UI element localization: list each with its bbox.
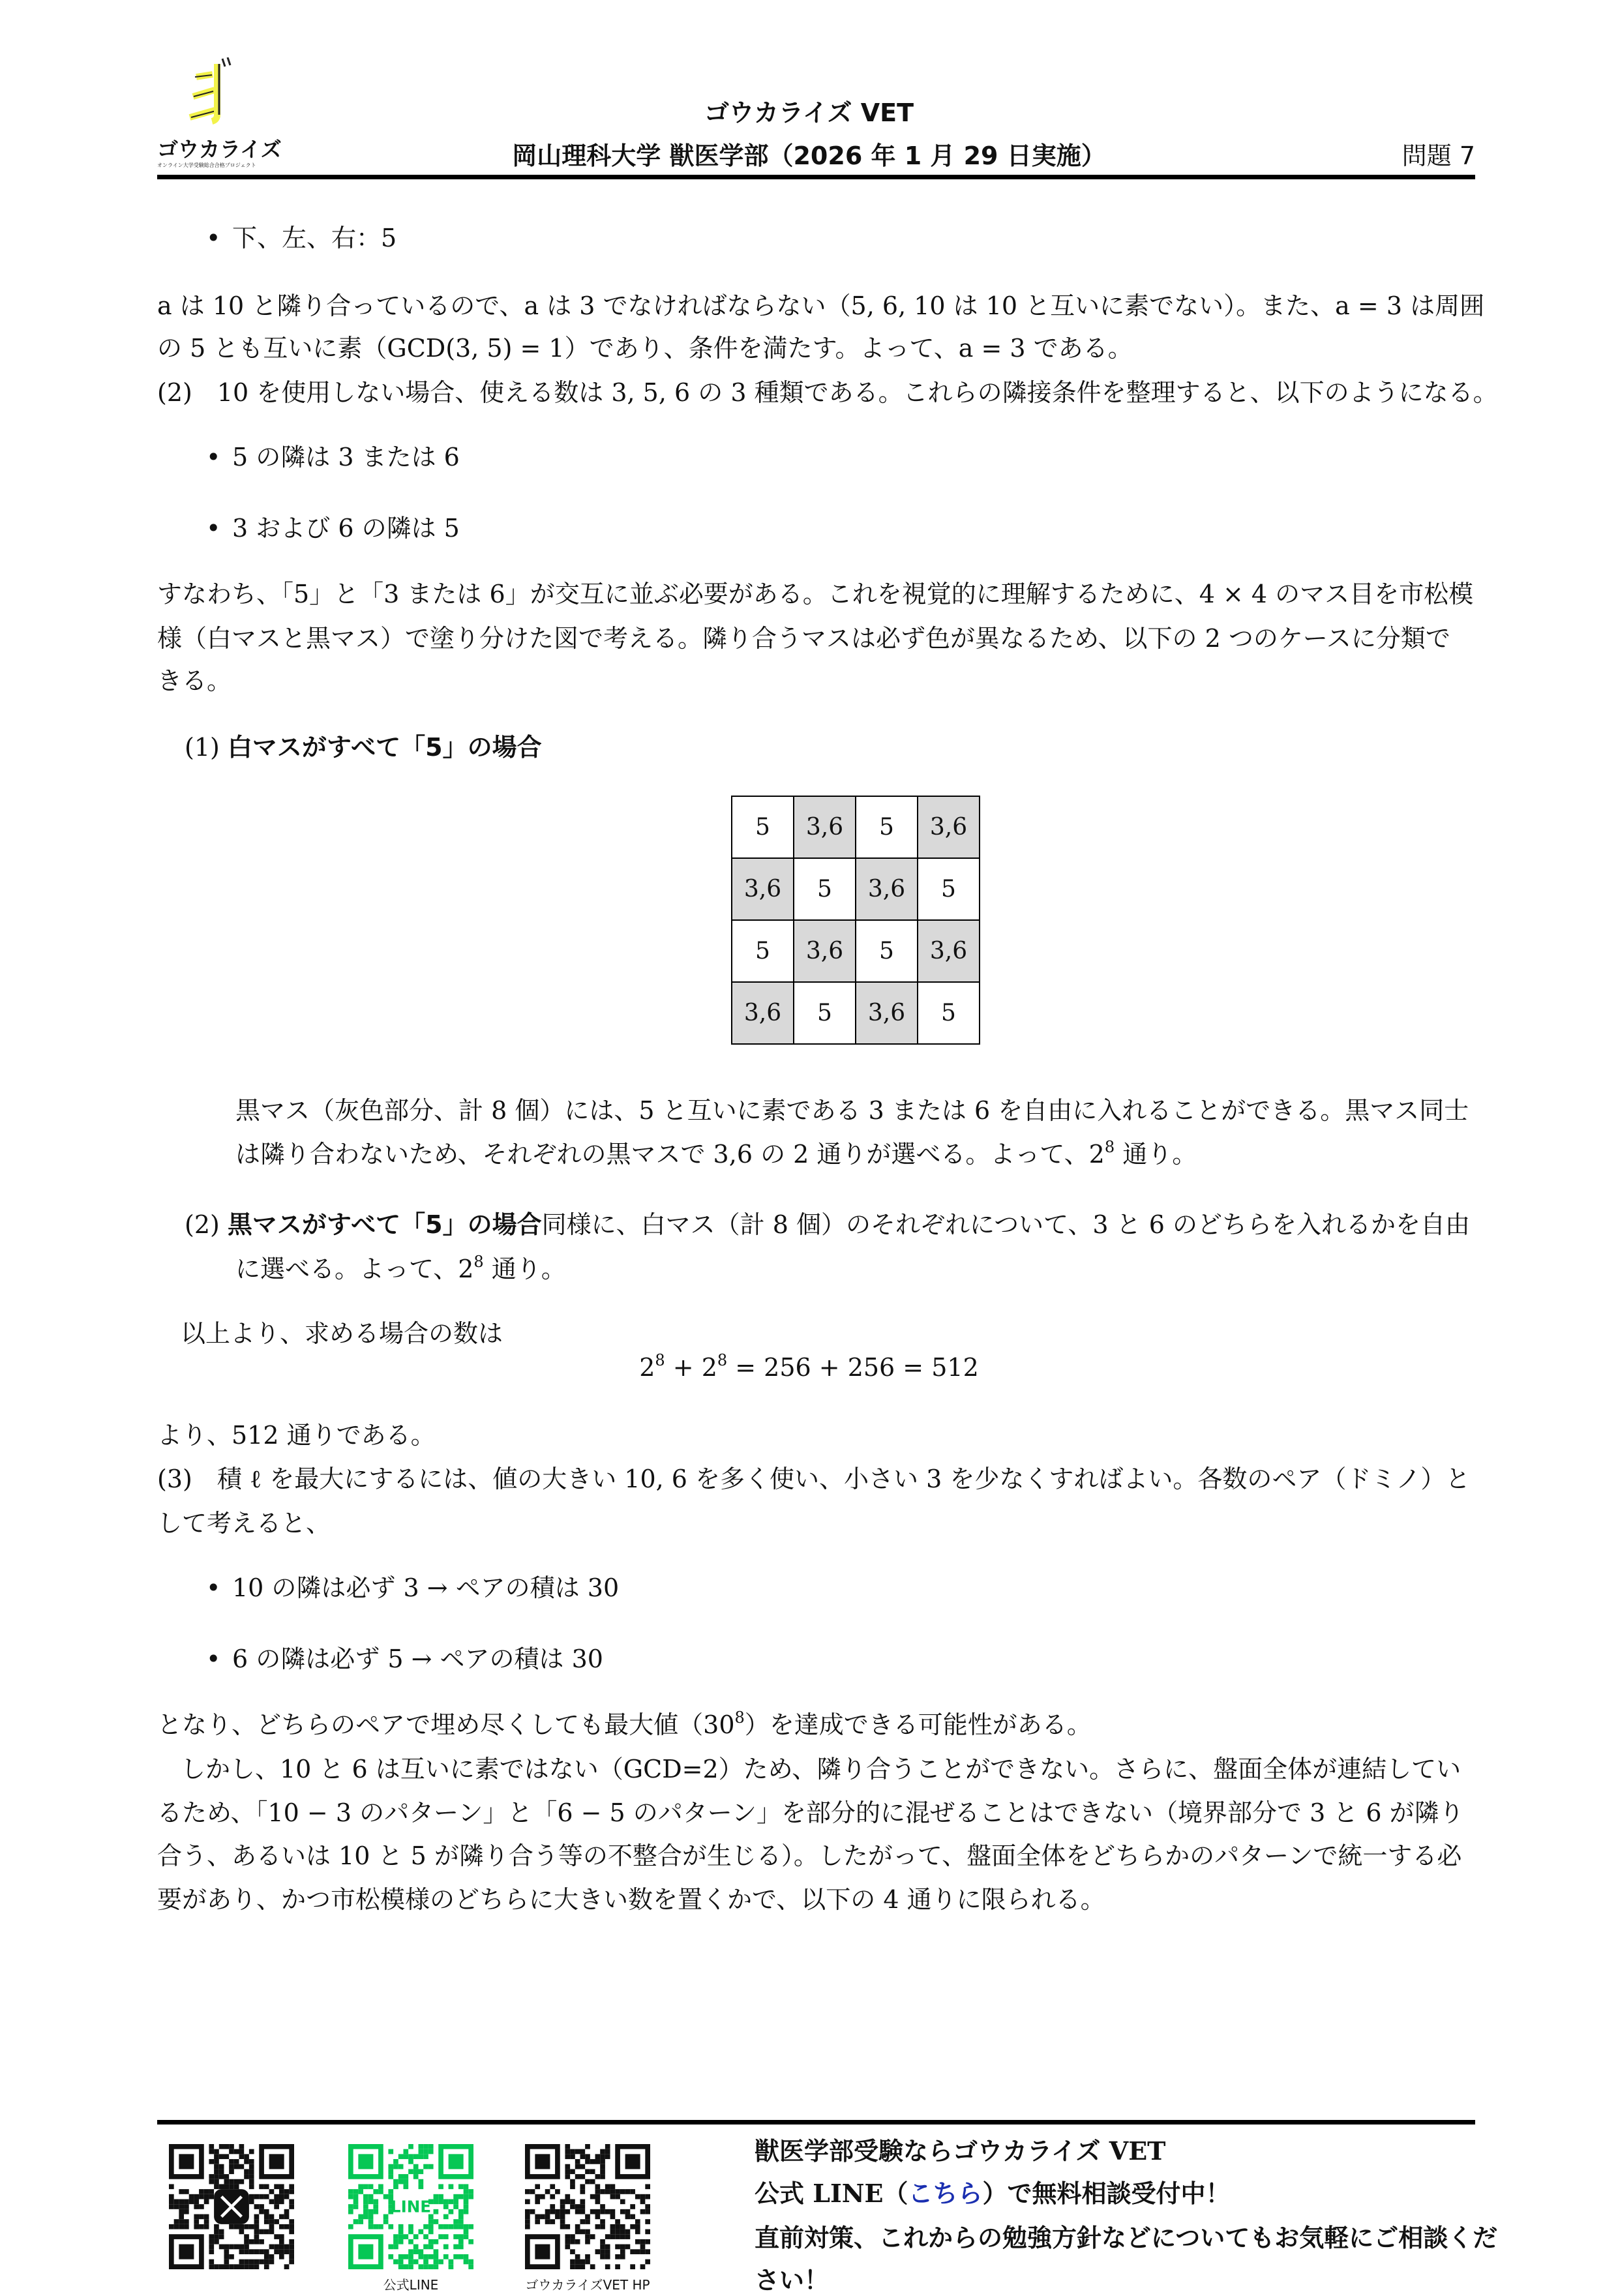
paragraph-line: の 5 とも互いに素（GCD(3, 5) = 1）であり、条件を満たす。よって、a = 3 である。	[157, 334, 1133, 363]
bullet-item: • 10 の隣は必ず 3 → ペアの積は 30	[232, 1572, 619, 1603]
superscript: 8	[717, 1351, 728, 1369]
bullet-item: • 下、左、右：5	[232, 222, 397, 254]
footer-rule	[157, 2120, 1475, 2125]
bullet-item: • 5 の隣は 3 または 6	[232, 441, 460, 473]
qr-label-hp: ゴウカライズVET HP	[525, 2277, 650, 2293]
grid-cell: 5	[856, 796, 918, 858]
superscript: 8	[734, 1708, 745, 1727]
grid-cell: 5	[856, 920, 918, 982]
header-subtitle: 岡山理科大学 獣医学部（2026 年 1 月 29 日実施）	[512, 142, 1106, 170]
x-qr-code[interactable]	[169, 2144, 294, 2269]
text: ）を達成できる可能性がある。	[744, 1710, 1092, 1739]
grid-cell: 3,6	[794, 796, 856, 858]
header-rule	[157, 175, 1475, 179]
paragraph-line: るため、「10 − 3 のパターン」と「6 − 5 のパターン」を部分的に混ぜることはできない（境界部分で 3 と 6 が隣り	[157, 1798, 1464, 1827]
grid-cell: 3,6	[918, 796, 980, 858]
superscript: 8	[1104, 1138, 1115, 1156]
footer-line: さい！	[755, 2265, 830, 2295]
text: は隣り合わないため、それぞれの黒マスで 3,6 の 2 通りが選べる。よって、2	[235, 1140, 1105, 1169]
logo-text: ゴウカライズ	[157, 137, 282, 162]
text: 通り。	[483, 1255, 566, 1283]
paragraph-line: きる。	[157, 666, 232, 695]
case-number: (2)	[185, 1210, 220, 1239]
superscript: 8	[473, 1253, 484, 1271]
text: に選べる。よって、2	[235, 1255, 474, 1283]
grid-cell: 3,6	[794, 920, 856, 982]
checkerboard-grid	[731, 796, 980, 1045]
paragraph-line: すなわち、「5」と「3 または 6」が交互に並ぶ必要がある。これを視覚的に理解するために、4 × 4 のマス目を市松模	[157, 580, 1474, 608]
line-qr-code[interactable]	[348, 2144, 473, 2269]
superscript: 8	[655, 1351, 665, 1369]
bullet-item: • 6 の隣は必ず 5 → ペアの積は 30	[232, 1643, 603, 1675]
text: 同様に、白マス（計 8 個）のそれぞれについて、3 と 6 のどちらを入れるかを自由	[541, 1210, 1471, 1239]
text: ）で無料相談受付中！	[982, 2179, 1231, 2208]
grid-cell: 3,6	[918, 920, 980, 982]
case-title: 白マスがすべて「5」の場合	[227, 733, 542, 762]
paragraph-line: より、512 通りである。	[157, 1421, 436, 1450]
text: + 2	[665, 1353, 717, 1382]
paragraph-line	[235, 1253, 566, 1285]
equation	[0, 1352, 1618, 1383]
case-1-heading	[185, 732, 542, 763]
header-title: ゴウカライズ VET	[704, 98, 914, 127]
paragraph-line	[157, 1709, 1092, 1740]
grid-cell: 5	[794, 982, 856, 1044]
paragraph-line: 以上より、求める場合の数は	[181, 1319, 503, 1348]
text: となり、どちらのペアで埋め尽くしても最大値（30	[157, 1710, 735, 1739]
grid-cell: 5	[918, 858, 980, 920]
footer-line: 獣医学部受験ならゴウカライズ VET	[755, 2136, 1166, 2166]
paragraph-line: (3) 積 ℓ を最大にするには、値の大きい 10, 6 を多く使い、小さい 3 を少なくすればよい。各数のペア（ドミノ）と	[157, 1465, 1471, 1493]
paragraph-line: して考えると、	[157, 1509, 331, 1538]
case-2-heading	[185, 1209, 1470, 1240]
paragraph-line: しかし、10 と 6 は互いに素ではない（GCD=2）ため、隣り合うことができない。さらに、盤面全体が連結してい	[181, 1755, 1461, 1783]
grid-cell: 3,6	[732, 858, 794, 920]
paragraph-line: 合う、あるいは 10 と 5 が隣り合う等の不整合が生じる）。したがって、盤面全体をどちらかのパターンで統一する必	[157, 1841, 1462, 1870]
paragraph-line	[235, 1139, 1197, 1170]
grid-cell: 5	[732, 920, 794, 982]
grid-cell: 3,6	[856, 858, 918, 920]
grid-cell: 5	[794, 858, 856, 920]
grid-cell: 3,6	[732, 982, 794, 1044]
footer-line	[755, 2178, 1230, 2209]
bullet-item: • 3 および 6 の隣は 5	[232, 513, 460, 544]
grid-cell: 5	[732, 796, 794, 858]
grid-cell: 3,6	[856, 982, 918, 1044]
paragraph-line: 様（白マスと黒マス）で塗り分けた図で考える。隣り合うマスは必ず色が異なるため、以下の 2 つのケースに分類で	[157, 624, 1450, 653]
paragraph-line: a は 10 と隣り合っているので、a は 3 でなければならない（5, 6, 10 は 10 と互いに素でない）。また、a = 3 は周囲	[157, 291, 1485, 320]
text: 通り。	[1115, 1140, 1197, 1169]
line-logo-icon: LINE	[390, 2197, 432, 2216]
problem-number: 問題 7	[1401, 142, 1475, 170]
hp-qr-code[interactable]	[525, 2144, 650, 2269]
paragraph-line: 要があり、かつ市松模様のどちらに大きい数を置くかで、以下の 4 通りに限られる。	[157, 1885, 1105, 1914]
grid-cell: 5	[918, 982, 980, 1044]
qr-label-line: 公式LINE	[383, 2277, 439, 2293]
paragraph-line: 黒マス（灰色部分、計 8 個）には、5 と互いに素である 3 または 6 を自由に入れることができる。黒マス同士	[235, 1096, 1469, 1125]
text: 2	[639, 1353, 655, 1382]
case-number: (1)	[185, 733, 220, 762]
text: 公式 LINE（	[755, 2179, 908, 2208]
line-link[interactable]: こちら	[908, 2179, 983, 2208]
case-title: 黒マスがすべて「5」の場合	[227, 1210, 542, 1239]
footer-line: 直前対策、これからの勉強方針などについてもお気軽にご相談くだ	[755, 2223, 1498, 2252]
logo-subtext: オンライン大学受験総合合格プロジェクト	[157, 162, 256, 168]
paragraph-line: (2) 10 を使用しない場合、使える数は 3, 5, 6 の 3 種類である。これらの隣接条件を整理すると、以下のようになる。	[157, 378, 1498, 407]
text: = 256 + 256 = 512	[727, 1353, 979, 1382]
